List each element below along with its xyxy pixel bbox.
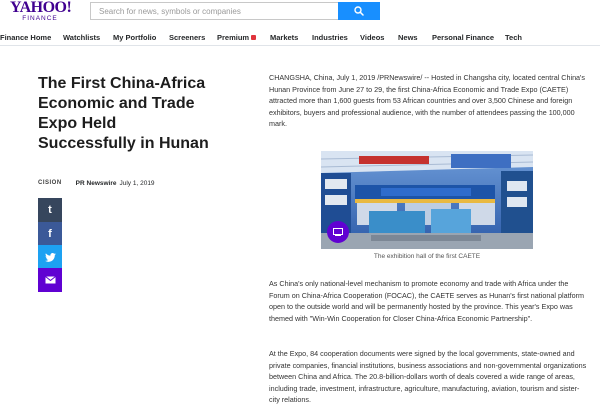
- article-headline: The First China-Africa Economic and Trade Expo Held Successfully in Hunan: [38, 75, 209, 152]
- lock-icon: [251, 35, 256, 40]
- nav-news[interactable]: News: [398, 33, 418, 42]
- email-icon: [45, 276, 56, 284]
- nav-tech[interactable]: Tech: [505, 33, 522, 42]
- nav-premium[interactable]: [217, 33, 256, 42]
- article-paragraph-3: At the Expo, 84 cooperation documents were signed by the local governments, state-owned and private companies, financial institutions, business associations and non-governmental organizations between China and Africa. The 20.8-billion-dollars worth of deals covered a wide range of areas, including trade, investment, infrastructure, agriculture, manufacturing, aviation, tourism and sister-city relations.: [269, 349, 587, 405]
- tumblr-icon: t: [48, 204, 52, 216]
- share-tumblr-button[interactable]: [38, 198, 62, 222]
- header: [0, 0, 600, 26]
- nav-watchlists[interactable]: Watchlists: [63, 33, 101, 42]
- share-twitter-button[interactable]: [38, 245, 62, 269]
- exhibition-hall-image: [321, 151, 533, 249]
- article-image: [321, 151, 533, 249]
- twitter-icon: [45, 253, 56, 262]
- gallery-icon: [333, 228, 343, 236]
- publish-date: July 1, 2019: [119, 179, 155, 187]
- nav-finance-home[interactable]: Finance Home: [0, 33, 52, 42]
- byline: [38, 176, 155, 190]
- search-input[interactable]: [90, 2, 338, 20]
- nav-personal-finance[interactable]: Personal Finance: [432, 33, 495, 42]
- facebook-icon: f: [48, 228, 52, 240]
- yahoo-finance-logo[interactable]: [10, 1, 70, 23]
- logo-sub-text: FINANCE: [22, 15, 58, 22]
- logo-main-text: YAHOO!: [10, 0, 72, 16]
- nav-screeners[interactable]: Screeners: [169, 33, 206, 42]
- share-facebook-button[interactable]: [38, 222, 62, 246]
- provider-name[interactable]: PR Newswire: [75, 179, 117, 187]
- cision-logo: CISION: [38, 180, 62, 186]
- image-caption: The exhibition hall of the first CAETE: [373, 253, 481, 260]
- nav-premium-label: Premium: [217, 33, 250, 42]
- search-icon: [354, 6, 364, 16]
- nav-markets[interactable]: Markets: [270, 33, 299, 42]
- nav-industries[interactable]: Industries: [312, 33, 348, 42]
- nav-my-portfolio[interactable]: My Portfolio: [113, 33, 157, 42]
- gallery-button[interactable]: [327, 221, 349, 243]
- search-button[interactable]: [338, 2, 380, 20]
- article-paragraph-1: CHANGSHA, China, July 1, 2019 /PRNewswire/ -- Hosted in Changsha city, located central China's Hunan Province from June 27 to 29, the first China-Africa Economic and Trade Expo (CAETE) attracted more than 1,600 guests from 53 African countries and over 3,500 Chinese and foreign exhibitors, buyers and professional audience, with the number of attendees passing the 100,000 mark.: [269, 73, 586, 129]
- article-paragraph-2: As China's only national-level mechanism to promote economy and trade with Africa under the Forum on China-Africa Cooperation (FOCAC), the CAETE serves as Hunan's first national platform open to the outside world and will be permanently hosted by the province. This year's Expo was themed with "Win-Win Cooperation for Closer China-Africa Economic Partnership".: [269, 279, 584, 323]
- nav-videos[interactable]: Videos: [360, 33, 385, 42]
- share-email-button[interactable]: [38, 268, 62, 292]
- main-nav: [0, 30, 600, 46]
